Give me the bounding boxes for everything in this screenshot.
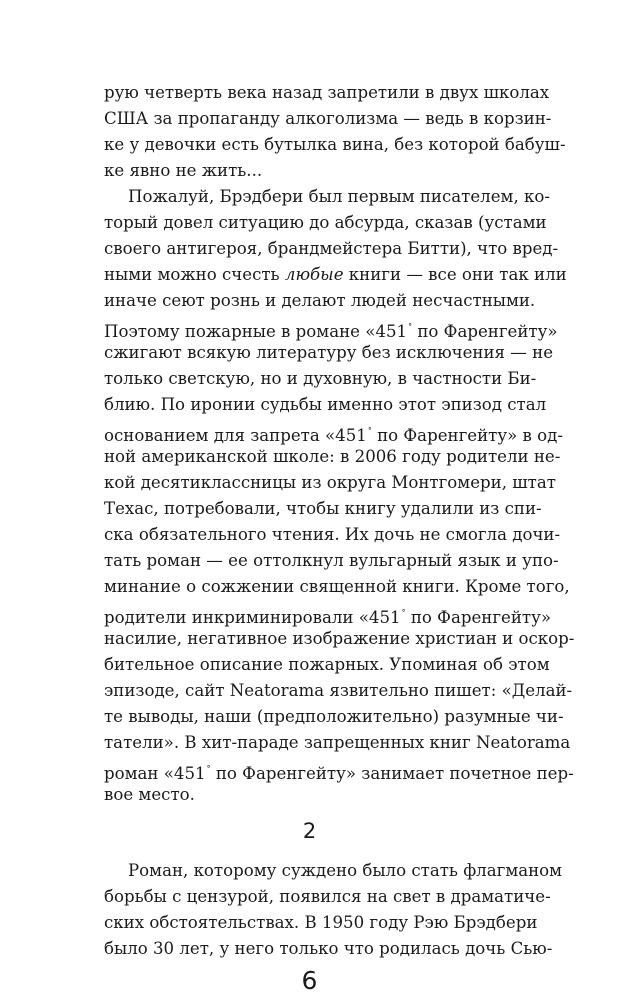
text-line: тать роман — ее оттолкнул вульгарный язык и упо- bbox=[104, 551, 559, 570]
text-line: иначе сеют рознь и делают людей несчастными. bbox=[104, 291, 536, 310]
text-line: Техас, потребовали, чтобы книгу удалили из спи- bbox=[104, 499, 542, 518]
degree-sign: ° bbox=[401, 608, 406, 617]
text-line: Роман, которому суждено было стать флагманом bbox=[128, 861, 563, 880]
text-run: Поэтому пожарные в романе «451 bbox=[104, 322, 408, 341]
text-line: минание о сожжении священной книги. Кроме того, bbox=[104, 577, 570, 596]
text-line: те выводы, наши (предположительно) разумные чи- bbox=[104, 707, 564, 726]
page-number: 6 bbox=[301, 966, 318, 995]
text-line: только светскую, но и духовную, в частности Би- bbox=[104, 369, 537, 388]
text-run: книги — все они так или bbox=[348, 265, 567, 284]
text-line: ска обязательного чтения. Их дочь не смогла дочи- bbox=[104, 525, 561, 544]
text-line: насилие, негативное изображение христиан и оскор- bbox=[104, 629, 575, 648]
text-line: было 30 лет, у него только что родилась дочь Сью- bbox=[104, 939, 553, 958]
text-run: по Фаренгейту» в од- bbox=[371, 426, 563, 445]
text-line: рую четверть века назад запретили в двух школах bbox=[104, 83, 550, 102]
text-line: вое место. bbox=[104, 785, 195, 804]
text-line: ских обстоятельствах. В 1950 году Рэю Брэдбери bbox=[104, 913, 538, 932]
text-line: сжигают всякую литературу без исключения — не bbox=[104, 343, 554, 362]
text-line: торый довел ситуацию до абсурда, сказав (устами bbox=[104, 213, 547, 232]
text-line: своего антигероя, брандмейстера Битти), что вред- bbox=[104, 239, 559, 258]
text-run: по Фаренгейту» bbox=[405, 608, 552, 627]
text-run: родители инкриминировали «451 bbox=[104, 608, 401, 627]
text-run: по Фаренгейту» bbox=[412, 322, 558, 341]
text-run: основанием для запрета «451 bbox=[104, 426, 367, 445]
text-line: блию. По иронии судьбы именно этот эпизод стал bbox=[104, 395, 547, 414]
degree-sign: ° bbox=[206, 764, 211, 773]
text-line: бительное описание пожарных. Упоминая об этом bbox=[104, 655, 550, 674]
text-line bbox=[104, 262, 567, 288]
section-number: 2 bbox=[302, 819, 317, 843]
text-line: ке у девочки есть бутылка вина, без которой бабуш- bbox=[104, 135, 566, 154]
text-line: татели». В хит-параде запрещенных книг Neatorama bbox=[104, 733, 571, 752]
text-line: ке явно не жить... bbox=[104, 161, 263, 180]
text-run: по Фаренгейту» занимает почетное пер- bbox=[210, 764, 574, 783]
emphasis-text: любые bbox=[284, 265, 344, 284]
text-run: роман «451 bbox=[104, 764, 206, 783]
text-run: ными можно счесть bbox=[104, 265, 280, 284]
degree-sign: ° bbox=[367, 426, 372, 435]
text-line: борьбы с цензурой, появился на свет в драматиче- bbox=[104, 887, 551, 906]
text-line: США за пропаганду алкоголизма — ведь в корзин- bbox=[104, 109, 552, 128]
text-line: эпизоде, сайт Neatorama язвительно пишет: «Делай- bbox=[104, 681, 573, 700]
text-line: Пожалуй, Брэдбери был первым писателем, ко- bbox=[128, 187, 550, 206]
text-line: ной американской школе: в 2006 году родители не- bbox=[104, 447, 561, 466]
degree-sign: ° bbox=[408, 322, 413, 331]
text-line: кой десятиклассницы из округа Монтгомери, штат bbox=[104, 473, 556, 492]
